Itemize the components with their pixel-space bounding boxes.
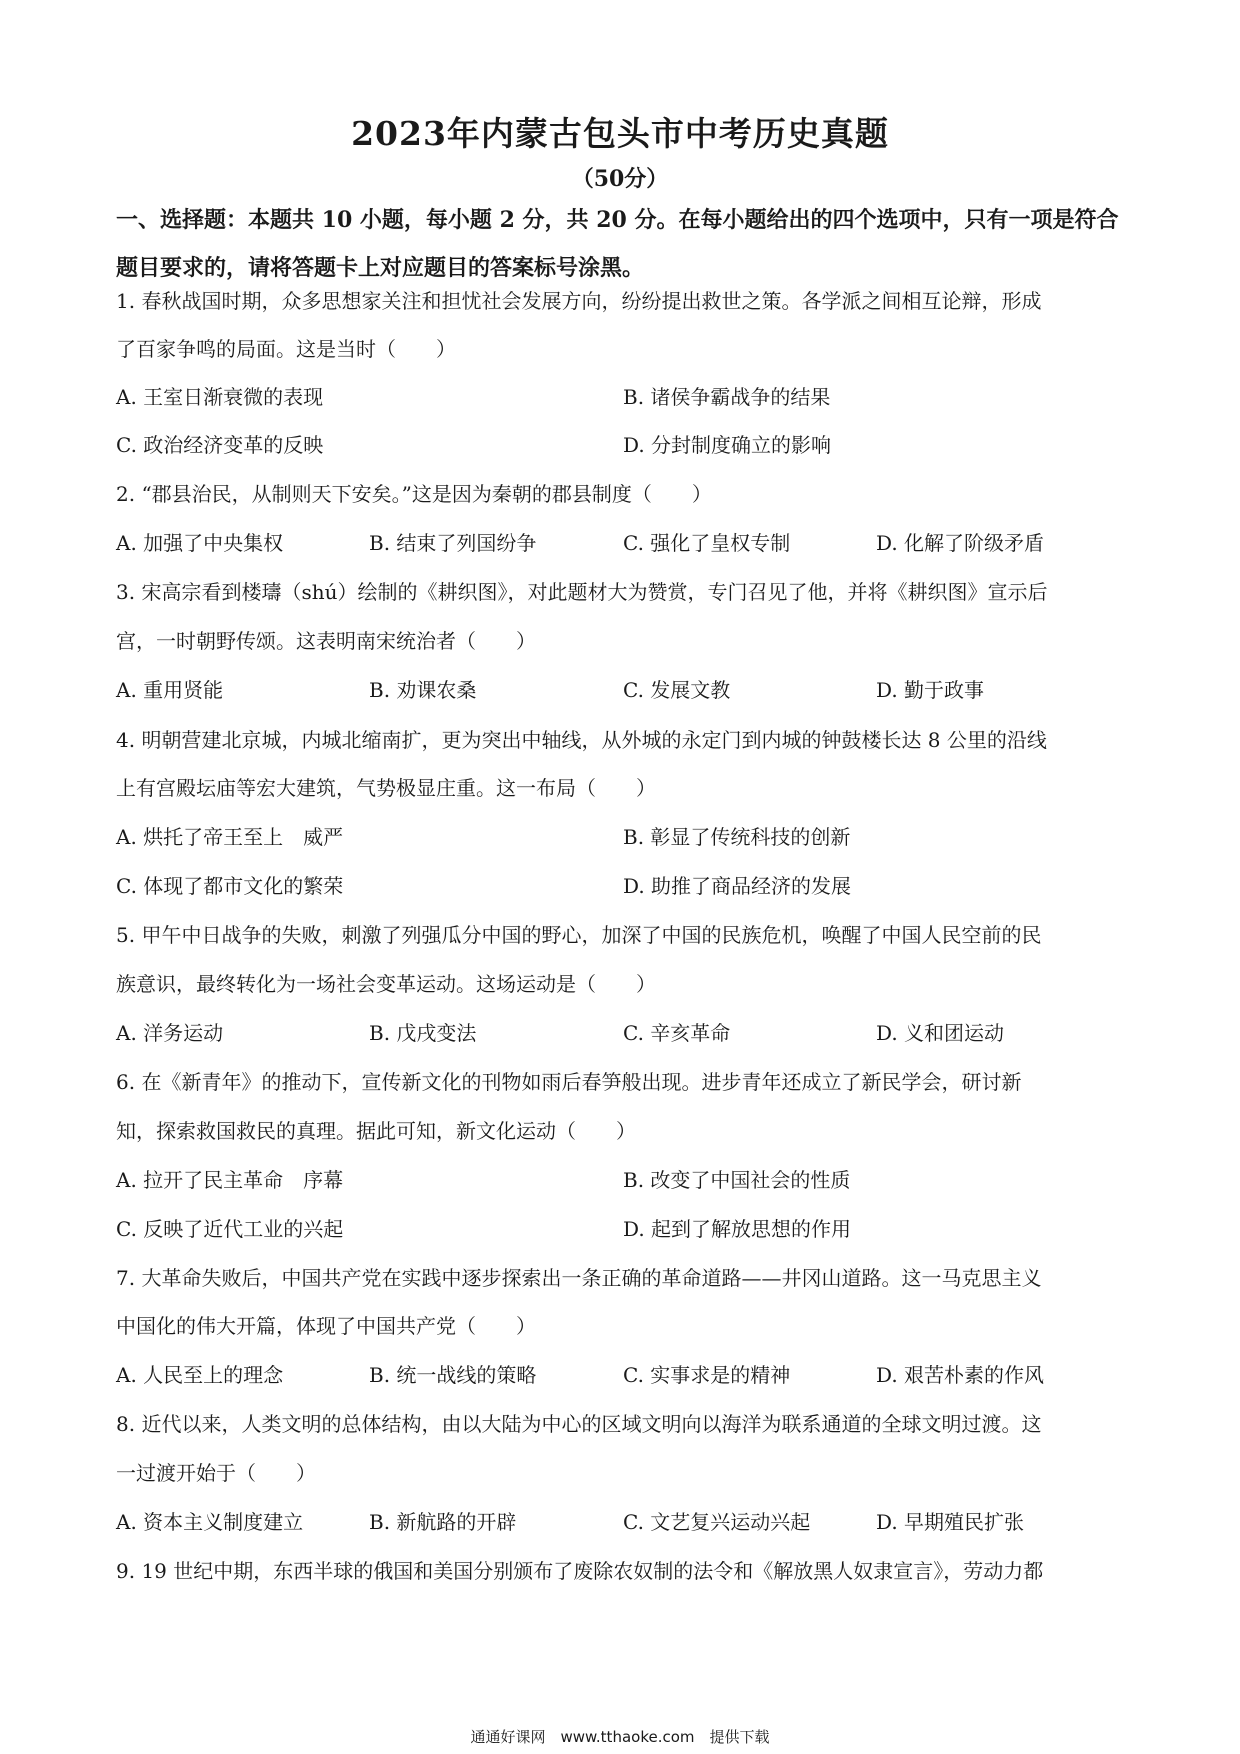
question-4-line-1: 4. 明朝营建北京城，内城北缩南扩，更为突出中轴线，从外城的永定门到内城的钟鼓楼长达 8 公里的沿线 bbox=[116, 728, 1047, 752]
question-3-option-d: D. 勤于政事 bbox=[876, 678, 985, 702]
section-heading: 一、选择题：本题共 10 小题，每小题 2 分，共 20 分。在每小题给出的四个选项中，只有一项是符合题目要求的，请将答题卡上对应题目的答案标号涂黑。 bbox=[116, 207, 1119, 281]
question-7-line-1: 7. 大革命失败后，中国共产党在实践中逐步探索出一条正确的革命道路——井冈山道路。这一马克思主义 bbox=[116, 1266, 1042, 1290]
question-4-option-d: D. 助推了商品经济的发展 bbox=[623, 874, 852, 898]
question-8-line-2: 一过渡开始于（ ） bbox=[116, 1461, 316, 1485]
question-3-option-a: A. 重用贤能 bbox=[116, 678, 224, 702]
question-4-option-c: C. 体现了都市文化的繁荣 bbox=[116, 874, 344, 898]
question-9-line-1: 9. 19 世纪中期，东西半球的俄国和美国分别颁布了废除农奴制的法令和《解放黑人奴隶宣言》，劳动力都 bbox=[116, 1559, 1044, 1583]
question-4-option-b: B. 彰显了传统科技的创新 bbox=[623, 825, 851, 849]
question-8-option-a: A. 资本主义制度建立 bbox=[116, 1510, 304, 1534]
question-8-option-d: D. 早期殖民扩张 bbox=[876, 1510, 1025, 1534]
exam-title: 2023年内蒙古包头市中考历史真题 bbox=[351, 114, 889, 153]
question-6-option-b: B. 改变了中国社会的性质 bbox=[623, 1168, 851, 1192]
question-8-option-b: B. 新航路的开辟 bbox=[369, 1510, 517, 1534]
question-5-option-c: C. 辛亥革命 bbox=[623, 1021, 731, 1045]
question-7-option-b: B. 统一战线的策略 bbox=[369, 1363, 537, 1387]
question-1-option-b: B. 诸侯争霸战争的结果 bbox=[623, 385, 831, 409]
question-7-line-2: 中国化的伟大开篇，体现了中国共产党（ ） bbox=[116, 1314, 536, 1338]
question-2-option-a: A. 加强了中央集权 bbox=[116, 531, 284, 555]
question-5-line-2: 族意识，最终转化为一场社会变革运动。这场运动是（ ） bbox=[116, 972, 656, 996]
total-score: （50分） bbox=[571, 166, 669, 192]
question-1-option-a: A. 王室日渐衰微的表现 bbox=[116, 385, 324, 409]
question-6-line-2: 知，探索救国救民的真理。据此可知，新文化运动（ ） bbox=[116, 1119, 636, 1143]
question-5-option-d: D. 义和团运动 bbox=[876, 1021, 1005, 1045]
download-footer: 通通好课网 www.tthaoke.com 提供下载 bbox=[470, 1728, 770, 1746]
question-1-line-2: 了百家争鸣的局面。这是当时（ ） bbox=[116, 337, 456, 361]
question-4-line-2: 上有宫殿坛庙等宏大建筑，气势极显庄重。这一布局（ ） bbox=[116, 776, 656, 800]
question-3-line-1: 3. 宋高宗看到楼璹（shú）绘制的《耕织图》，对此题材大为赞赏，专门召见了他，并将《耕织图》宣示后 bbox=[116, 580, 1048, 604]
question-7-option-c: C. 实事求是的精神 bbox=[623, 1363, 791, 1387]
question-6-line-1: 6. 在《新青年》的推动下，宣传新文化的刊物如雨后春笋般出现。进步青年还成立了新民学会，研讨新 bbox=[116, 1070, 1022, 1094]
question-3-option-b: B. 劝课农桑 bbox=[369, 678, 477, 702]
question-5-line-1: 5. 甲午中日战争的失败，刺激了列强瓜分中国的野心，加深了中国的民族危机，唤醒了中国人民空前的民 bbox=[116, 923, 1042, 947]
question-3-option-c: C. 发展文教 bbox=[623, 678, 731, 702]
question-6-option-d: D. 起到了解放思想的作用 bbox=[623, 1217, 852, 1241]
question-8-line-1: 8. 近代以来，人类文明的总体结构，由以大陆为中心的区域文明向以海洋为联系通道的全球文明过渡。这 bbox=[116, 1412, 1042, 1436]
question-1-option-c: C. 政治经济变革的反映 bbox=[116, 433, 324, 457]
question-7-option-d: D. 艰苦朴素的作风 bbox=[876, 1363, 1045, 1387]
question-5-option-a: A. 洋务运动 bbox=[116, 1021, 224, 1045]
question-4-option-a: A. 烘托了帝王至上 威严 bbox=[116, 825, 344, 849]
question-2-option-c: C. 强化了皇权专制 bbox=[623, 531, 791, 555]
question-3-line-2: 宫，一时朝野传颂。这表明南宋统治者（ ） bbox=[116, 629, 536, 653]
question-5-option-b: B. 戊戌变法 bbox=[369, 1021, 477, 1045]
question-8-option-c: C. 文艺复兴运动兴起 bbox=[623, 1510, 811, 1534]
question-6-option-a: A. 拉开了民主革命 序幕 bbox=[116, 1168, 344, 1192]
question-2-option-d: D. 化解了阶级矛盾 bbox=[876, 531, 1045, 555]
question-7-option-a: A. 人民至上的理念 bbox=[116, 1363, 284, 1387]
question-1-option-d: D. 分封制度确立的影响 bbox=[623, 433, 832, 457]
question-6-option-c: C. 反映了近代工业的兴起 bbox=[116, 1217, 344, 1241]
question-2-option-b: B. 结束了列国纷争 bbox=[369, 531, 537, 555]
question-2-line-1: 2. “郡县治民，从制则天下安矣。”这是因为秦朝的郡县制度（ ） bbox=[116, 482, 712, 506]
question-1-line-1: 1. 春秋战国时期，众多思想家关注和担忧社会发展方向，纷纷提出救世之策。各学派之间相互论辩，形成 bbox=[116, 289, 1042, 313]
